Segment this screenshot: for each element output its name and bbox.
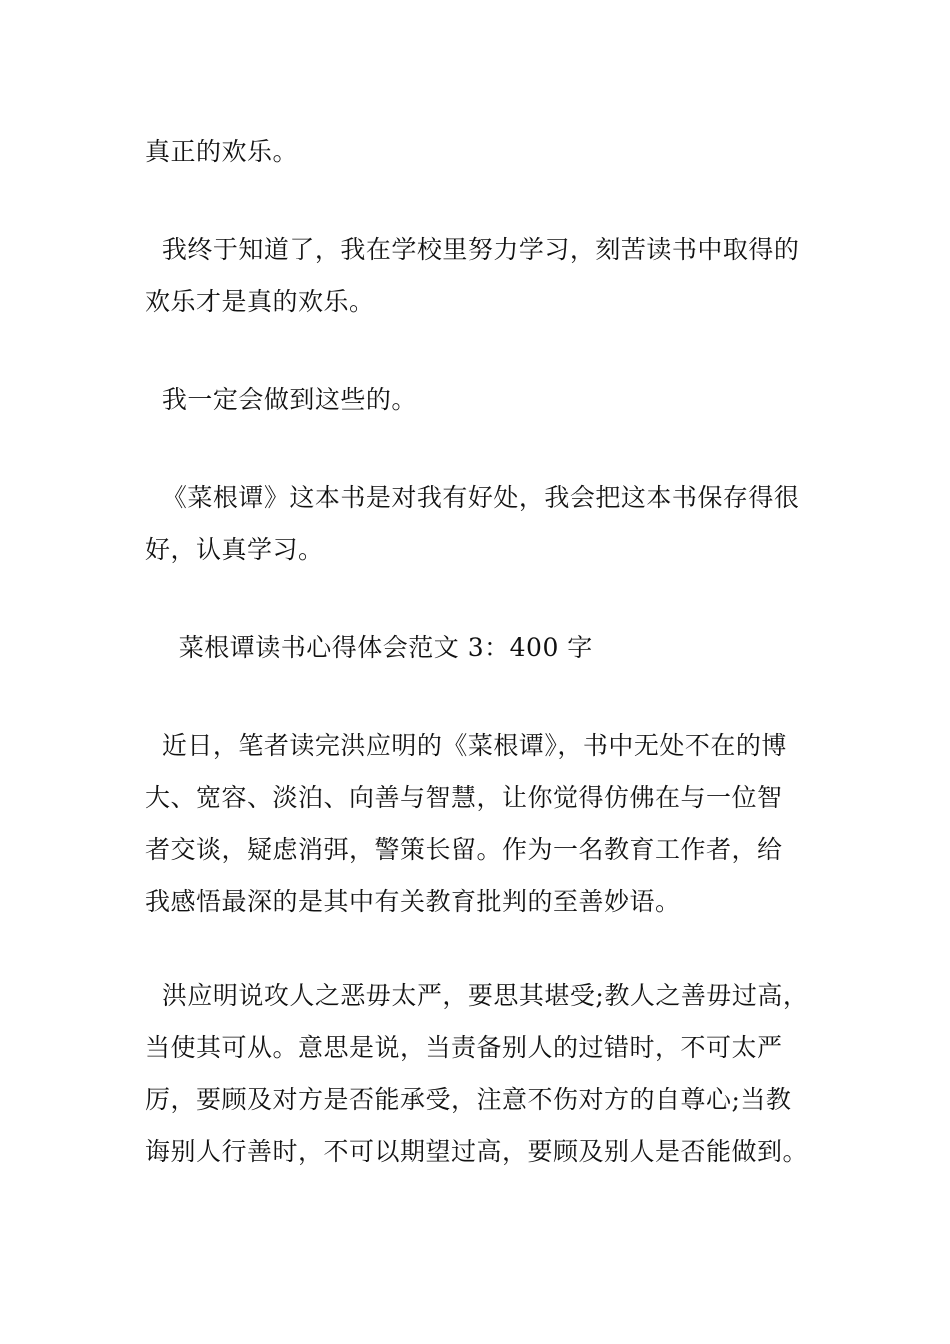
heading-line: 菜根谭读书心得体会范文 3：400 字: [145, 633, 593, 662]
text-line: 我终于知道了，我在学校里努力学习，刻苦读书中取得的: [145, 235, 800, 264]
paragraph-5: [145, 720, 810, 928]
text-line: 洪应明说攻人之恶毋太严，要思其堪受;教人之善毋过高，: [145, 981, 809, 1010]
paragraph-3: [145, 374, 810, 426]
paragraph-2: [145, 224, 810, 328]
text-line: 者交谈，疑虑消弭，警策长留。作为一名教育工作者，给: [145, 835, 783, 864]
text-line: 近日，笔者读完洪应明的《菜根谭》，书中无处不在的博: [145, 731, 787, 760]
text-line: 《菜根谭》这本书是对我有好处，我会把这本书保存得很: [145, 483, 800, 512]
text-line: 我一定会做到这些的。: [145, 385, 417, 414]
paragraph-4: [145, 472, 810, 576]
text-line: 我感悟最深的是其中有关教育批判的至善妙语。: [145, 887, 681, 916]
text-line: 大、宽容、淡泊、向善与智慧，让你觉得仿佛在与一位智: [145, 783, 783, 812]
text-line: 诲别人行善时，不可以期望过高，要顾及别人是否能做到。: [145, 1137, 809, 1166]
section-heading: [145, 622, 810, 674]
text-line: 欢乐才是真的欢乐。: [145, 287, 375, 316]
text-line: 厉，要顾及对方是否能承受，注意不伤对方的自尊心;当教: [145, 1085, 792, 1114]
paragraph-1: [145, 126, 810, 178]
text-line: 当使其可从。意思是说，当责备别人的过错时，不可太严: [145, 1033, 783, 1062]
text-line: 好，认真学习。: [145, 535, 324, 564]
paragraph-6: [145, 970, 810, 1178]
text-line: 真正的欢乐。: [145, 137, 299, 166]
